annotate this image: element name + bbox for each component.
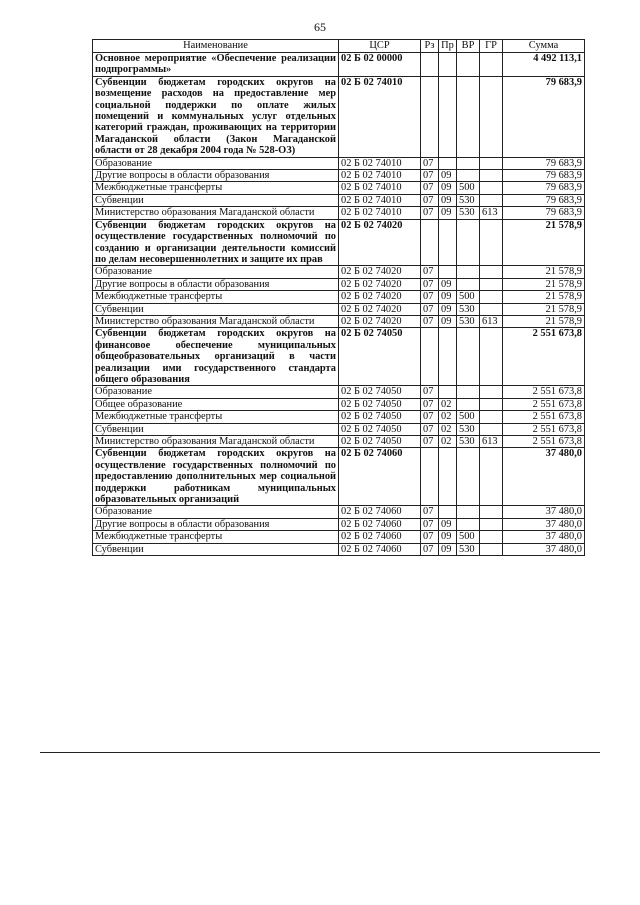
cell-sum: 2 551 673,8: [503, 436, 585, 448]
cell-vr: [457, 266, 480, 278]
cell-pr: 09: [439, 531, 457, 543]
table-row: [93, 398, 585, 410]
cell-vr: 500: [457, 411, 480, 423]
cell-pr: 09: [439, 278, 457, 290]
cell-sum: 21 578,9: [503, 303, 585, 315]
cell-gr: [480, 448, 503, 506]
cell-name: Основное мероприятие «Обеспечение реализации подпрограммы»: [93, 53, 339, 77]
table-row: [93, 182, 585, 194]
cell-rz: [421, 76, 439, 157]
cell-csr: 02 Б 02 74020: [339, 266, 421, 278]
cell-gr: [480, 543, 503, 555]
cell-vr: [457, 448, 480, 506]
cell-sum: 2 551 673,8: [503, 328, 585, 386]
header-sum: Сумма: [503, 40, 585, 53]
cell-rz: 07: [421, 207, 439, 219]
cell-pr: 09: [439, 207, 457, 219]
cell-name: Другие вопросы в области образования: [93, 278, 339, 290]
cell-csr: 02 Б 02 74010: [339, 207, 421, 219]
cell-rz: [421, 448, 439, 506]
cell-gr: [480, 219, 503, 266]
cell-sum: 21 578,9: [503, 266, 585, 278]
table-row: [93, 157, 585, 169]
cell-sum: 79 683,9: [503, 170, 585, 182]
cell-vr: [457, 328, 480, 386]
cell-vr: [457, 76, 480, 157]
cell-sum: 21 578,9: [503, 315, 585, 327]
cell-name: Субвенции бюджетам городских округов на возмещение расходов на предоставление мер социальной поддержки по оплате жилых помещений и коммунальных услуг отдельных категорий граждан, проживающих на территории Магаданской области (Закон Магаданской области от 28 декабря 2004 года № 528-ОЗ): [93, 76, 339, 157]
cell-pr: 02: [439, 436, 457, 448]
table-row: [93, 436, 585, 448]
cell-sum: 79 683,9: [503, 76, 585, 157]
table-row: [93, 76, 585, 157]
cell-vr: [457, 506, 480, 518]
cell-name: Субвенции бюджетам городских округов на осуществление государственных полномочий по предоставлению дополнительных мер социальной поддержки работникам муниципальных образовательных организаций: [93, 448, 339, 506]
cell-csr: 02 Б 02 00000: [339, 53, 421, 77]
cell-rz: 07: [421, 386, 439, 398]
cell-name: Общее образование: [93, 398, 339, 410]
cell-sum: 2 551 673,8: [503, 386, 585, 398]
cell-sum: 79 683,9: [503, 194, 585, 206]
cell-vr: [457, 398, 480, 410]
cell-sum: 37 480,0: [503, 531, 585, 543]
table-row: [93, 266, 585, 278]
cell-pr: [439, 76, 457, 157]
cell-name: Субвенции: [93, 303, 339, 315]
cell-sum: 37 480,0: [503, 448, 585, 506]
cell-gr: [480, 170, 503, 182]
cell-rz: 07: [421, 531, 439, 543]
cell-csr: 02 Б 02 74020: [339, 315, 421, 327]
header-gr: ГР: [480, 40, 503, 53]
cell-pr: [439, 266, 457, 278]
cell-name: Образование: [93, 506, 339, 518]
header-name: Наименование: [93, 40, 339, 53]
cell-rz: 07: [421, 543, 439, 555]
cell-rz: 07: [421, 423, 439, 435]
table-row: [93, 328, 585, 386]
header-rz: Рз: [421, 40, 439, 53]
cell-gr: [480, 328, 503, 386]
cell-rz: 07: [421, 506, 439, 518]
cell-pr: 02: [439, 423, 457, 435]
table-row: [93, 291, 585, 303]
cell-gr: [480, 157, 503, 169]
cell-name: Субвенции бюджетам городских округов на финансовое обеспечение муниципальных общеобразовательных организаций в части реализации ими государственного стандарта общего образования: [93, 328, 339, 386]
cell-gr: [480, 291, 503, 303]
cell-vr: 530: [457, 543, 480, 555]
table-row: [93, 194, 585, 206]
cell-name: Министерство образования Магаданской области: [93, 315, 339, 327]
cell-csr: 02 Б 02 74050: [339, 328, 421, 386]
cell-gr: [480, 76, 503, 157]
cell-vr: 530: [457, 303, 480, 315]
cell-csr: 02 Б 02 74050: [339, 398, 421, 410]
cell-csr: 02 Б 02 74020: [339, 278, 421, 290]
cell-name: Министерство образования Магаданской области: [93, 207, 339, 219]
table-header-row: [93, 40, 585, 53]
cell-sum: 79 683,9: [503, 182, 585, 194]
table-row: [93, 219, 585, 266]
cell-vr: [457, 386, 480, 398]
table-row: [93, 518, 585, 530]
cell-pr: [439, 53, 457, 77]
cell-sum: 37 480,0: [503, 543, 585, 555]
cell-gr: [480, 398, 503, 410]
cell-sum: 21 578,9: [503, 219, 585, 266]
cell-rz: [421, 328, 439, 386]
cell-vr: [457, 518, 480, 530]
cell-name: Субвенции: [93, 423, 339, 435]
cell-sum: 2 551 673,8: [503, 423, 585, 435]
table-row: [93, 278, 585, 290]
cell-csr: 02 Б 02 74060: [339, 543, 421, 555]
cell-pr: 09: [439, 170, 457, 182]
cell-csr: 02 Б 02 74010: [339, 182, 421, 194]
cell-csr: 02 Б 02 74050: [339, 386, 421, 398]
cell-name: Образование: [93, 157, 339, 169]
cell-name: Субвенции бюджетам городских округов на осуществление государственных полномочий по созданию и организации деятельности комиссий по делам несовершеннолетних и защите их прав: [93, 219, 339, 266]
cell-name: Межбюджетные трансферты: [93, 531, 339, 543]
cell-gr: [480, 386, 503, 398]
cell-vr: 530: [457, 207, 480, 219]
cell-name: Межбюджетные трансферты: [93, 291, 339, 303]
cell-rz: 07: [421, 182, 439, 194]
cell-rz: 07: [421, 398, 439, 410]
cell-pr: 02: [439, 398, 457, 410]
cell-gr: [480, 53, 503, 77]
cell-pr: [439, 506, 457, 518]
cell-vr: [457, 170, 480, 182]
cell-name: Межбюджетные трансферты: [93, 411, 339, 423]
table-row: [93, 448, 585, 506]
cell-name: Другие вопросы в области образования: [93, 518, 339, 530]
table-row: [93, 303, 585, 315]
table-row: [93, 170, 585, 182]
cell-rz: 07: [421, 278, 439, 290]
cell-rz: 07: [421, 518, 439, 530]
cell-gr: [480, 194, 503, 206]
cell-csr: 02 Б 02 74010: [339, 157, 421, 169]
footer-divider: [40, 752, 600, 753]
cell-gr: [480, 303, 503, 315]
cell-rz: [421, 219, 439, 266]
cell-vr: 500: [457, 291, 480, 303]
table-row: [93, 506, 585, 518]
cell-name: Министерство образования Магаданской области: [93, 436, 339, 448]
cell-name: Межбюджетные трансферты: [93, 182, 339, 194]
cell-rz: 07: [421, 436, 439, 448]
cell-gr: [480, 531, 503, 543]
cell-sum: 79 683,9: [503, 157, 585, 169]
header-vr: ВР: [457, 40, 480, 53]
cell-vr: 530: [457, 315, 480, 327]
cell-gr: [480, 518, 503, 530]
table-row: [93, 53, 585, 77]
cell-pr: [439, 157, 457, 169]
cell-pr: [439, 328, 457, 386]
cell-csr: 02 Б 02 74010: [339, 170, 421, 182]
cell-sum: 37 480,0: [503, 518, 585, 530]
cell-name: Субвенции: [93, 543, 339, 555]
cell-csr: 02 Б 02 74020: [339, 303, 421, 315]
table-row: [93, 543, 585, 555]
cell-name: Образование: [93, 386, 339, 398]
cell-csr: 02 Б 02 74020: [339, 219, 421, 266]
cell-sum: 21 578,9: [503, 291, 585, 303]
table-row: [93, 315, 585, 327]
cell-name: Другие вопросы в области образования: [93, 170, 339, 182]
cell-rz: 07: [421, 170, 439, 182]
cell-rz: [421, 53, 439, 77]
cell-pr: 09: [439, 518, 457, 530]
cell-vr: 500: [457, 531, 480, 543]
cell-csr: 02 Б 02 74050: [339, 436, 421, 448]
cell-sum: 4 492 113,1: [503, 53, 585, 77]
cell-pr: [439, 219, 457, 266]
header-pr: Пр: [439, 40, 457, 53]
cell-pr: 09: [439, 315, 457, 327]
cell-rz: 07: [421, 411, 439, 423]
cell-sum: 21 578,9: [503, 278, 585, 290]
cell-csr: 02 Б 02 74050: [339, 423, 421, 435]
cell-vr: [457, 219, 480, 266]
cell-pr: 09: [439, 543, 457, 555]
cell-vr: 530: [457, 436, 480, 448]
cell-gr: [480, 506, 503, 518]
cell-gr: [480, 411, 503, 423]
cell-sum: 79 683,9: [503, 207, 585, 219]
cell-csr: 02 Б 02 74010: [339, 76, 421, 157]
cell-name: Образование: [93, 266, 339, 278]
cell-rz: 07: [421, 291, 439, 303]
cell-rz: 07: [421, 157, 439, 169]
cell-vr: 530: [457, 194, 480, 206]
cell-gr: [480, 266, 503, 278]
cell-vr: 530: [457, 423, 480, 435]
cell-name: Субвенции: [93, 194, 339, 206]
cell-gr: [480, 278, 503, 290]
cell-csr: 02 Б 02 74050: [339, 411, 421, 423]
cell-vr: [457, 278, 480, 290]
cell-gr: [480, 182, 503, 194]
cell-csr: 02 Б 02 74020: [339, 291, 421, 303]
cell-pr: [439, 448, 457, 506]
cell-sum: 2 551 673,8: [503, 398, 585, 410]
page-number: 65: [314, 20, 326, 34]
cell-csr: 02 Б 02 74060: [339, 448, 421, 506]
cell-pr: 02: [439, 411, 457, 423]
cell-gr: [480, 423, 503, 435]
table-row: [93, 423, 585, 435]
table-row: [93, 531, 585, 543]
budget-table: [92, 39, 585, 556]
table-row: [93, 207, 585, 219]
cell-pr: 09: [439, 291, 457, 303]
cell-rz: 07: [421, 315, 439, 327]
table-row: [93, 386, 585, 398]
cell-sum: 2 551 673,8: [503, 411, 585, 423]
cell-csr: 02 Б 02 74060: [339, 518, 421, 530]
cell-pr: [439, 386, 457, 398]
cell-rz: 07: [421, 303, 439, 315]
cell-pr: 09: [439, 194, 457, 206]
cell-vr: 500: [457, 182, 480, 194]
cell-gr: 613: [480, 207, 503, 219]
cell-rz: 07: [421, 266, 439, 278]
cell-csr: 02 Б 02 74060: [339, 506, 421, 518]
cell-vr: [457, 53, 480, 77]
table-row: [93, 411, 585, 423]
cell-pr: 09: [439, 303, 457, 315]
header-csr: ЦСР: [339, 40, 421, 53]
table-body: [93, 53, 585, 556]
cell-vr: [457, 157, 480, 169]
cell-csr: 02 Б 02 74060: [339, 531, 421, 543]
cell-csr: 02 Б 02 74010: [339, 194, 421, 206]
cell-sum: 37 480,0: [503, 506, 585, 518]
cell-gr: 613: [480, 315, 503, 327]
cell-pr: 09: [439, 182, 457, 194]
cell-gr: 613: [480, 436, 503, 448]
cell-rz: 07: [421, 194, 439, 206]
